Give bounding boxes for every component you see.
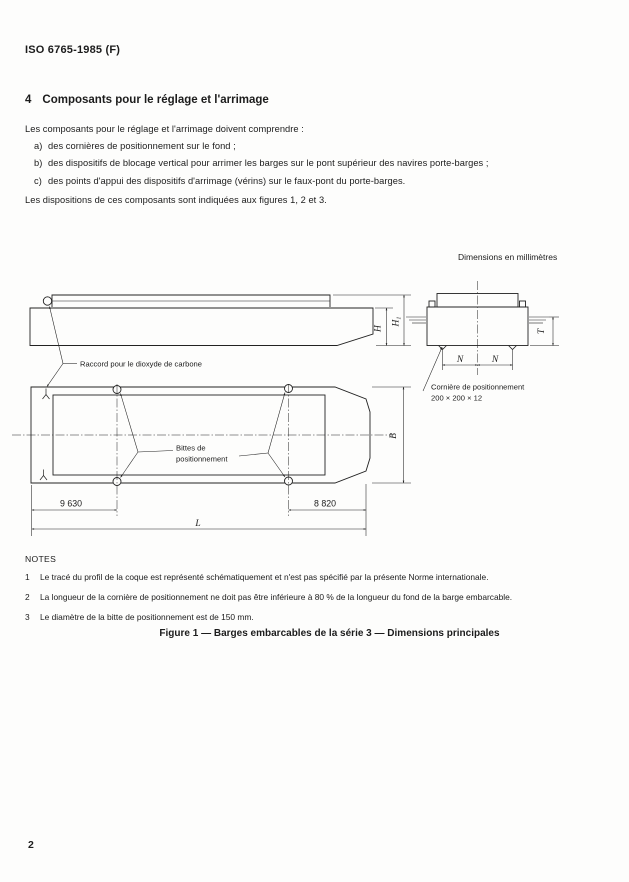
page-number: 2 xyxy=(28,839,34,851)
closing-paragraph: Les dispositions de ces composants sont indiquées aux figures 1, 2 et 3. xyxy=(25,195,327,205)
barge-side-view xyxy=(30,295,373,346)
list-text: des points d'appui des dispositifs d'arrimage (vérins) sur le faux-pont du porte-barges. xyxy=(48,176,406,186)
dim-value-9630: 9 630 xyxy=(59,498,83,509)
raccord-leader-up xyxy=(50,307,64,364)
label-bittes-line2: positionnement xyxy=(176,454,228,464)
corniere-mark-right xyxy=(509,346,517,350)
notes-title: NOTES xyxy=(25,554,57,564)
note-text: Le tracé du profil de la coque est représenté schématiquement et n'est pas spécifié par la présente Norme internationale. xyxy=(40,572,489,582)
end-view-dimensions xyxy=(423,281,559,391)
list-marker: a) xyxy=(34,141,43,151)
dim-label-h: H xyxy=(373,325,384,332)
bitte-leader xyxy=(121,452,139,478)
dim-label-b: B xyxy=(389,433,399,439)
figure-1-drawing xyxy=(0,260,629,550)
hull-profile xyxy=(30,308,373,346)
figure-caption: Figure 1 — Barges embarcables de la série 3 — Dimensions principales xyxy=(159,628,500,639)
label-raccord-co2: Raccord pour le dioxyde de carbone xyxy=(80,359,202,369)
bitte-leader xyxy=(121,394,139,453)
list-marker: b) xyxy=(34,158,43,168)
intro-paragraph: Les composants pour le réglage et l'arrimage doivent comprendre : xyxy=(25,124,304,134)
dim-value-8820: 8 820 xyxy=(313,498,337,509)
units-note: Dimensions en millimètres xyxy=(458,252,558,262)
dim-label-t: T xyxy=(537,328,547,335)
label-corniere-line1: Cornière de positionnement xyxy=(431,382,525,392)
plan-view-dimensions xyxy=(12,384,411,516)
bollard-left xyxy=(429,301,435,307)
section-number: 4 xyxy=(25,94,32,106)
list-marker: c) xyxy=(34,176,42,186)
label-bittes-line1: Bittes de xyxy=(176,443,206,453)
note-number: 2 xyxy=(25,592,30,602)
list-text: des cornières de positionnement sur le fond ; xyxy=(48,141,236,151)
page-header: ISO 6765-1985 (F) xyxy=(25,44,121,56)
bollard-right xyxy=(520,301,526,307)
bitte-leader xyxy=(268,453,285,477)
co2-fitting-symbol-top xyxy=(43,389,50,400)
note-text: La longueur de la cornière de positionnement ne doit pas être inférieure à 80 % de la longueur du fond de la barge embarcable. xyxy=(40,592,513,602)
side-view-dimensions xyxy=(47,295,411,387)
note-number: 1 xyxy=(25,572,30,582)
co2-fitting-symbol-bottom xyxy=(40,470,47,481)
raccord-leader-down xyxy=(47,364,63,387)
co2-raccord xyxy=(43,297,51,305)
label-corniere-line2: 200 × 200 × 12 xyxy=(431,393,483,403)
dim-label-n-left: N xyxy=(456,355,464,365)
dim-label-h1: H1 xyxy=(391,316,403,327)
dim-label-l: L xyxy=(195,519,201,529)
note-text: Le diamètre de la bitte de positionnement est de 150 mm. xyxy=(40,612,254,622)
dim-label-n-right: N xyxy=(491,355,499,365)
note-number: 3 xyxy=(25,612,30,622)
section-title: Composants pour le réglage et l'arrimage xyxy=(42,94,269,106)
bitte-leader xyxy=(268,393,285,454)
list-text: des dispositifs de blocage vertical pour arrimer les barges sur le pont supérieur des navires porte-barges ; xyxy=(48,158,489,168)
section-heading xyxy=(25,94,269,106)
